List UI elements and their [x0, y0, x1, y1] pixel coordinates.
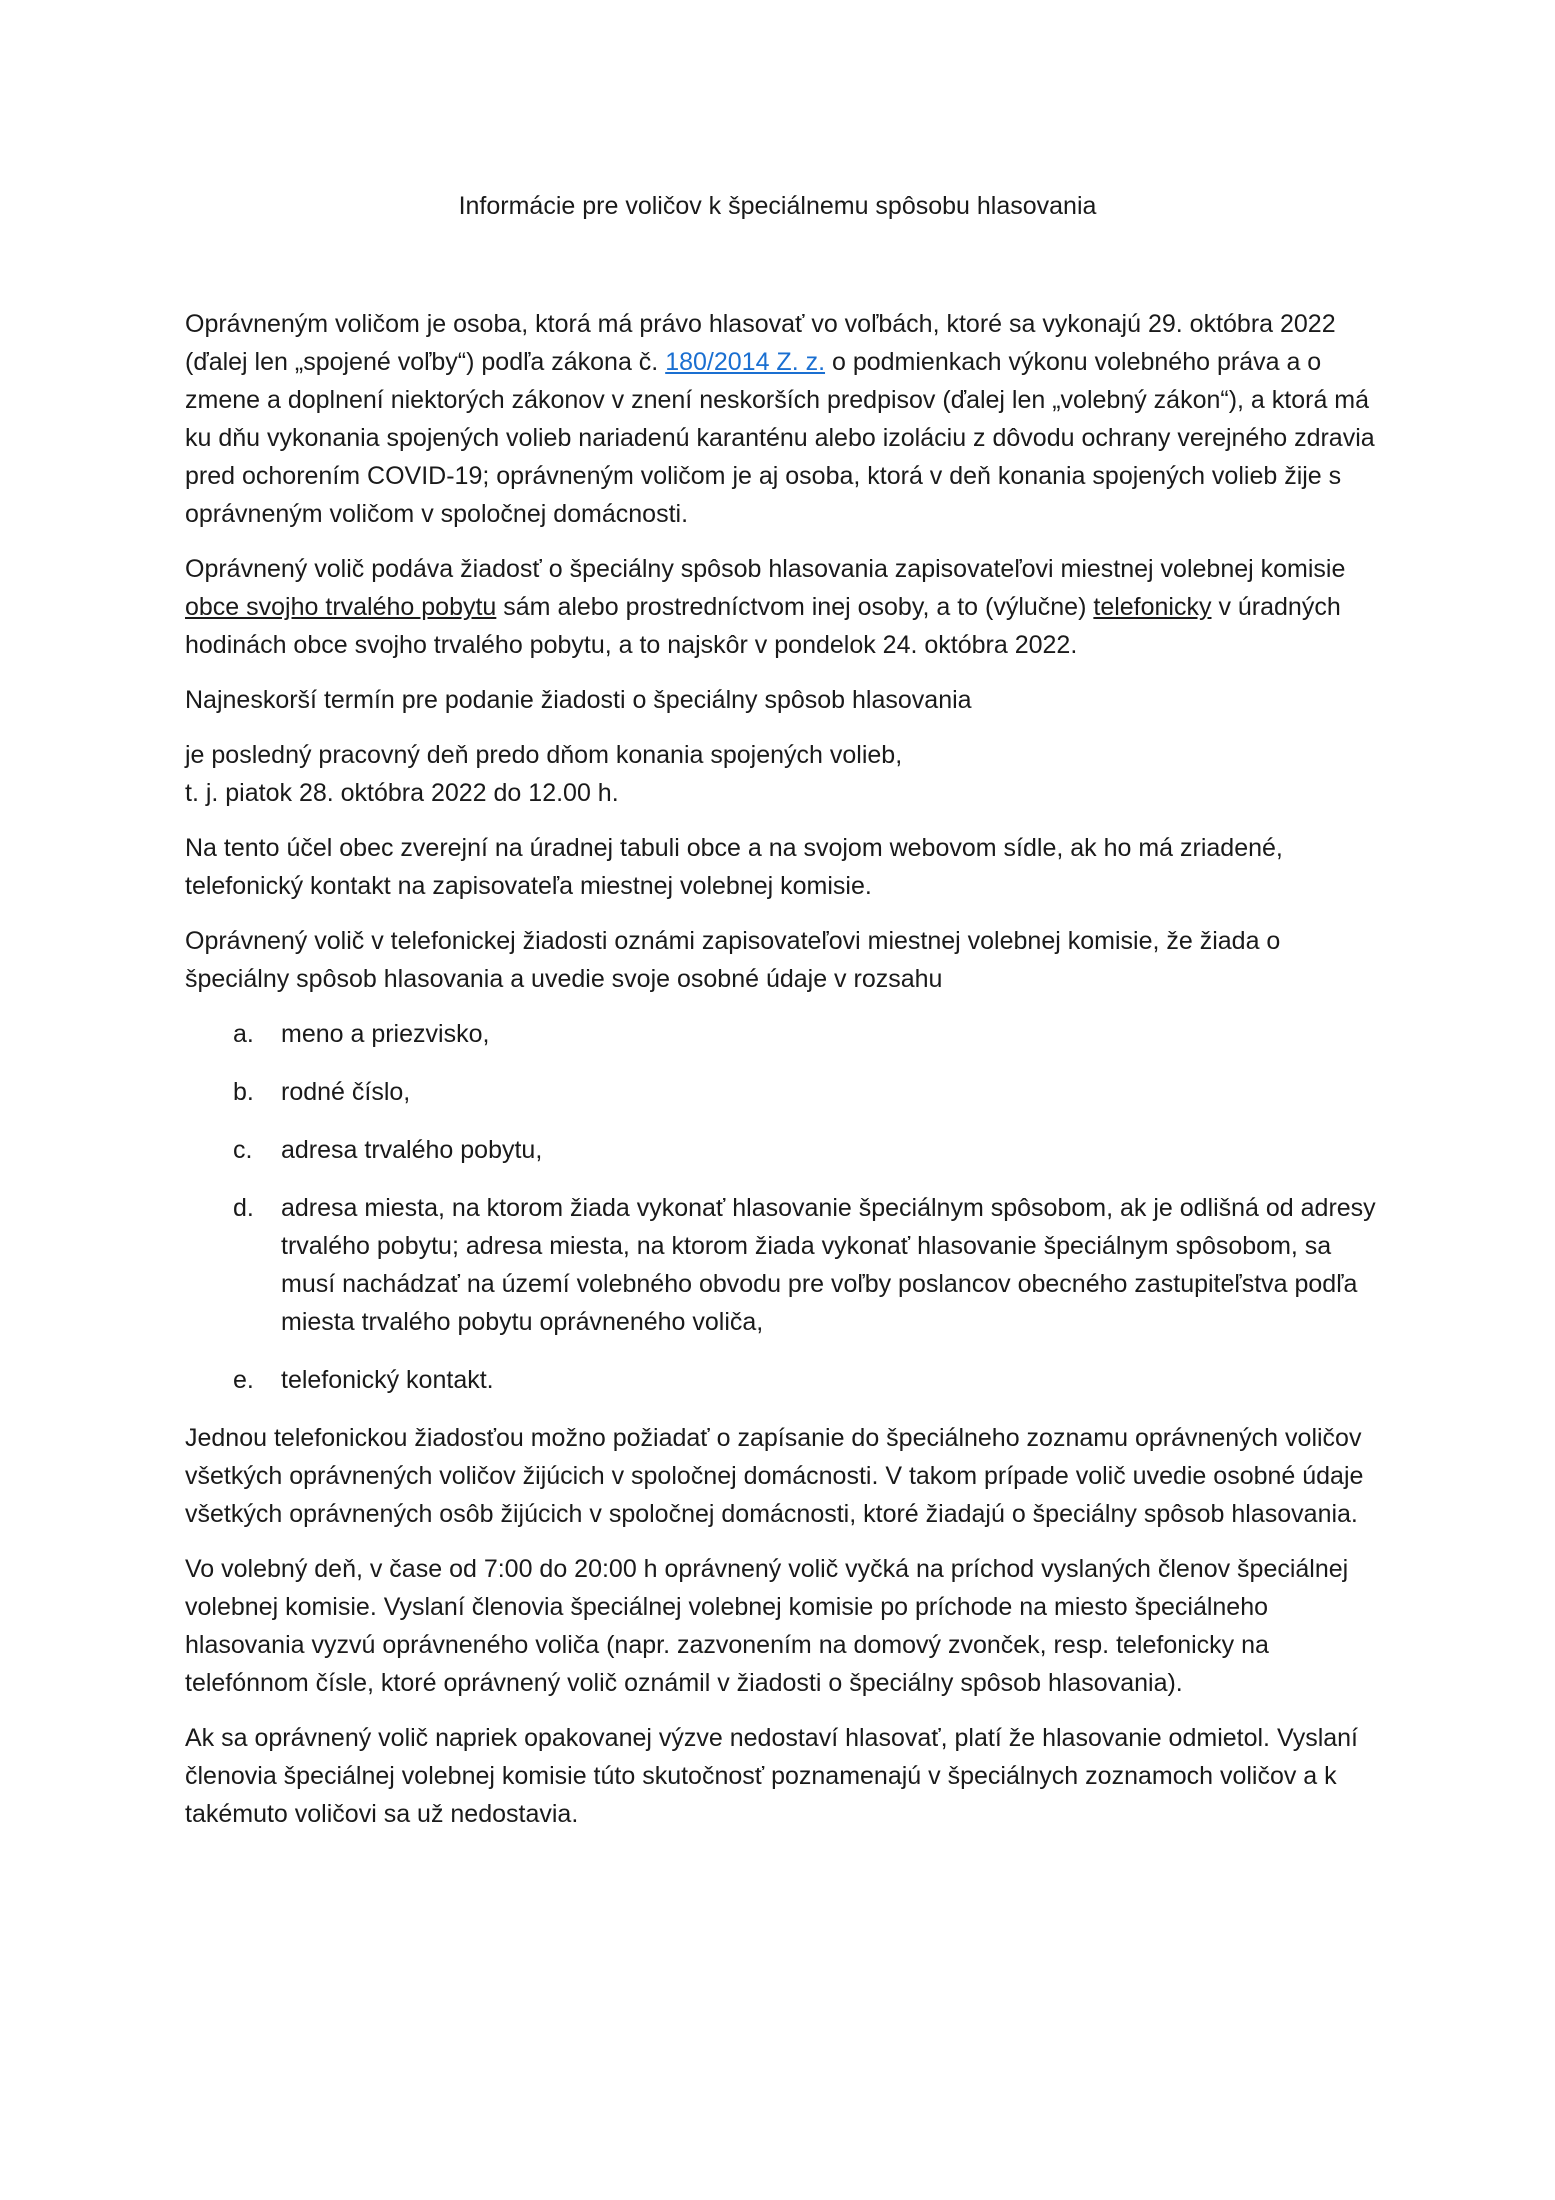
personal-data-list: [185, 1015, 1385, 1399]
list-item-text: telefonický kontakt.: [281, 1366, 494, 1394]
list-item-text: meno a priezvisko,: [281, 1020, 490, 1048]
list-item: [185, 1073, 1385, 1111]
paragraph-deadline: [185, 736, 1385, 812]
list-marker: c.: [233, 1136, 253, 1164]
paragraph-eligible-voter: [185, 305, 1385, 533]
law-link[interactable]: 180/2014 Z. z.: [665, 348, 826, 376]
paragraph-text: v úradných hodinách obce svojho trvalého pobytu, a to najskôr v pondelok 24. októbra 2022.: [185, 593, 1341, 659]
paragraph-text: Oprávneným voličom je osoba, ktorá má právo hlasovať vo voľbách, ktoré sa vykonajú 29. októbra 2022 (ďalej len „spojené voľby“) podľa zákona č.: [185, 310, 1336, 376]
underlined-text: obce svojho trvalého pobytu: [185, 593, 497, 621]
paragraph-application: [185, 550, 1385, 664]
list-marker: d.: [233, 1194, 254, 1222]
paragraph-text: o podmienkach výkonu volebného práva a o zmene a doplnení niektorých zákonov v znení neskorších predpisov (ďalej len „volebný zákon“), a ktorá má ku dňu vykonania spojených volieb nariadenú karanténu alebo izoláciu z dôvodu ochrany verejného zdravia pred ochorením COVID-19; oprávneným voličom je aj osoba, ktorá v deň konania spojených volieb žije s oprávneným voličom v spoločnej domácnosti.: [185, 348, 1375, 528]
paragraph-household: Jednou telefonickou žiadosťou možno požiadať o zapísanie do špeciálneho zoznamu oprávnených voličov všetkých oprávnených voličov žijúcich v spoločnej domácnosti. V takom prípade volič uvedie osobné údaje všetkých oprávnených osôb žijúcich v spoločnej domácnosti, ktoré žiadajú o špeciálny spôsob hlasovania.: [185, 1424, 1364, 1528]
document-title: Informácie pre voličov k špeciálnemu spôsobu hlasovania: [458, 192, 1097, 220]
list-item: [185, 1189, 1385, 1341]
list-item: [185, 1361, 1385, 1399]
paragraph-contact: Na tento účel obec zverejní na úradnej tabuli obce a na svojom webovom sídle, ak ho má zriadené, telefonický kontakt na zapisovateľa miestnej volebnej komisie.: [185, 834, 1283, 900]
underlined-text: telefonicky: [1093, 593, 1212, 621]
paragraph-election-day: Vo volebný deň, v čase od 7:00 do 20:00 h oprávnený volič vyčká na príchod vyslaných členov špeciálnej volebnej komisie. Vyslaní členovia špeciálnej volebnej komisie po príchode na miesto špeciálneho hlasovania vyzvú oprávneného voliča (napr. zazvonením na domový zvonček, resp. telefonicky na telefónnom čísle, ktoré oprávnený volič oznámil v žiadosti o špeciálny spôsob hlasovania).: [185, 1555, 1349, 1697]
list-item-text: adresa trvalého pobytu,: [281, 1136, 543, 1164]
list-item: [185, 1015, 1385, 1053]
paragraph-text: sám alebo prostredníctvom inej osoby, a to (výlučne): [496, 593, 1094, 621]
paragraph-personal-data: Oprávnený volič v telefonickej žiadosti oznámi zapisovateľovi miestnej volebnej komisie, že žiada o špeciálny spôsob hlasovania a uvedie svoje osobné údaje v rozsahu: [185, 927, 1281, 993]
paragraph-deadline-heading: Najneskorší termín pre podanie žiadosti o špeciálny spôsob hlasovania: [185, 686, 972, 714]
list-marker: a.: [233, 1020, 254, 1048]
document-body: [185, 305, 1385, 1850]
deadline-line: je posledný pracovný deň predo dňom konania spojených volieb,: [185, 741, 903, 769]
list-item: [185, 1131, 1385, 1169]
paragraph-text: Oprávnený volič podáva žiadosť o špeciálny spôsob hlasovania zapisovateľovi miestnej volebnej komisie: [185, 555, 1346, 583]
list-marker: e.: [233, 1366, 254, 1394]
list-item-text: adresa miesta, na ktorom žiada vykonať hlasovanie špeciálnym spôsobom, ak je odlišná od adresy trvalého pobytu; adresa miesta, na ktorom žiada vykonať hlasovanie špeciálnym spôsobom, sa musí nachádzať na území volebného obvodu pre voľby poslancov obecného zastupiteľstva podľa miesta trvalého pobytu oprávneného voliča,: [281, 1194, 1376, 1336]
list-item-text: rodné číslo,: [281, 1078, 411, 1106]
deadline-date: t. j. piatok 28. októbra 2022 do 12.00 h.: [185, 779, 619, 807]
paragraph-refusal: Ak sa oprávnený volič napriek opakovanej výzve nedostaví hlasovať, platí že hlasovanie odmietol. Vyslaní členovia špeciálnej volebnej komisie túto skutočnosť poznamenajú v špeciálnych zoznamoch voličov a k takémuto voličovi sa už nedostavia.: [185, 1724, 1358, 1828]
list-marker: b.: [233, 1078, 254, 1106]
